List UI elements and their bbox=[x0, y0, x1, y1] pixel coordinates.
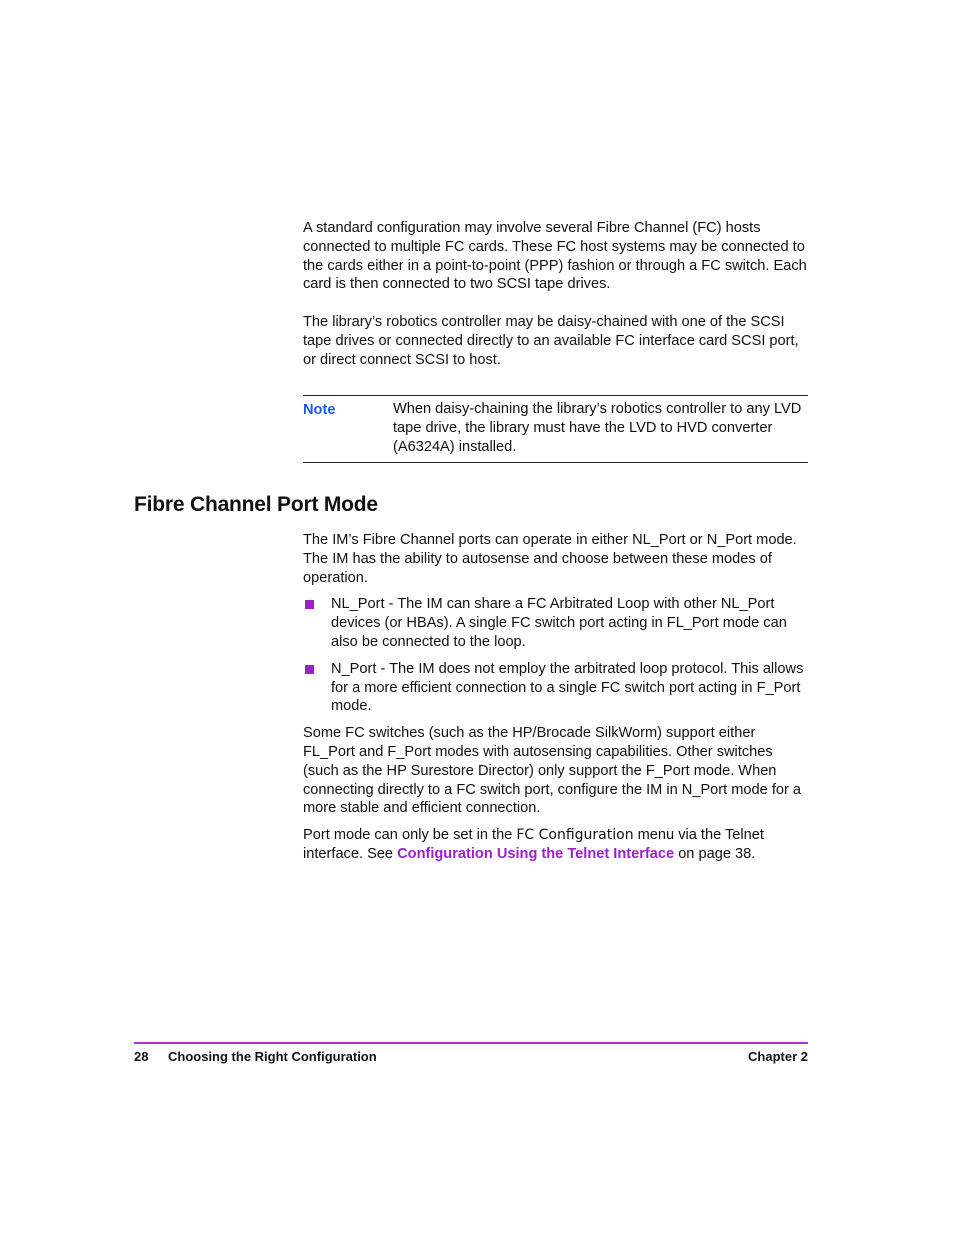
footer-rule bbox=[134, 1042, 808, 1044]
page-number: 28 bbox=[134, 1049, 149, 1064]
intro-paragraph-2: The library’s robotics controller may be daisy-chained with one of the SCSI tape drives or connected directly to an available FC interface card SCSI port, or direct connect SCSI to host. bbox=[303, 314, 799, 368]
bullet-item-nl-port bbox=[303, 595, 809, 651]
section-paragraph-3 bbox=[303, 826, 809, 864]
bullet-list bbox=[303, 595, 809, 716]
square-bullet-icon bbox=[305, 665, 314, 674]
section-body bbox=[303, 531, 809, 872]
section-paragraph-1: The IM’s Fibre Channel ports can operate in either NL_Port or N_Port mode. The IM has the ability to autosense and choose between these modes of operation. bbox=[303, 532, 797, 586]
intro-paragraph-1: A standard configuration may involve several Fibre Channel (FC) hosts connected to multiple FC cards. These FC host systems may be connected to the cards either in a point-to-point (PPP) fashion or through a FC switch. Each card is then connected to two SCSI tape drives. bbox=[303, 220, 807, 293]
note-box bbox=[303, 395, 808, 463]
menu-name: FC Configuration bbox=[516, 827, 634, 844]
section-heading: Fibre Channel Port Mode bbox=[134, 493, 378, 516]
section-paragraph-2: Some FC switches (such as the HP/Brocade SilkWorm) support either FL_Port and F_Port modes with autosensing capabilities. Other switches (such as the HP Surestore Director) only support the F_Port mode. When connecting directly to a FC switch port, configure the IM in N_Port mode for a more stable and efficient connection. bbox=[303, 725, 802, 817]
bullet-text: N_Port - The IM does not employ the arbitrated loop protocol. This allows for a more efficient connection to a single FC switch port acting in F_Port mode. bbox=[331, 660, 804, 715]
para3-text-after: on page 38. bbox=[674, 845, 756, 862]
cross-reference-link[interactable]: Configuration Using the Telnet Interface bbox=[397, 845, 675, 862]
note-text: When daisy-chaining the library’s robotics controller to any LVD tape drive, the library must have the LVD to HVD converter (A6324A) installed. bbox=[393, 401, 802, 455]
para3-text-before: Port mode can only be set in the bbox=[303, 827, 517, 844]
intro-block-2 bbox=[303, 313, 809, 369]
bullet-item-n-port bbox=[303, 660, 809, 716]
chapter-label: Chapter 2 bbox=[748, 1049, 808, 1064]
para3-text-middle: menu via the Telnet interface. See bbox=[303, 827, 764, 862]
square-bullet-icon bbox=[305, 600, 314, 609]
bullet-text: NL_Port - The IM can share a FC Arbitrated Loop with other NL_Port devices (or HBAs). A single FC switch port acting in FL_Port mode can also be connected to the loop. bbox=[331, 596, 787, 650]
chapter-title: Choosing the Right Configuration bbox=[168, 1049, 377, 1064]
intro-block-1 bbox=[303, 219, 809, 294]
note-label: Note bbox=[303, 402, 336, 418]
